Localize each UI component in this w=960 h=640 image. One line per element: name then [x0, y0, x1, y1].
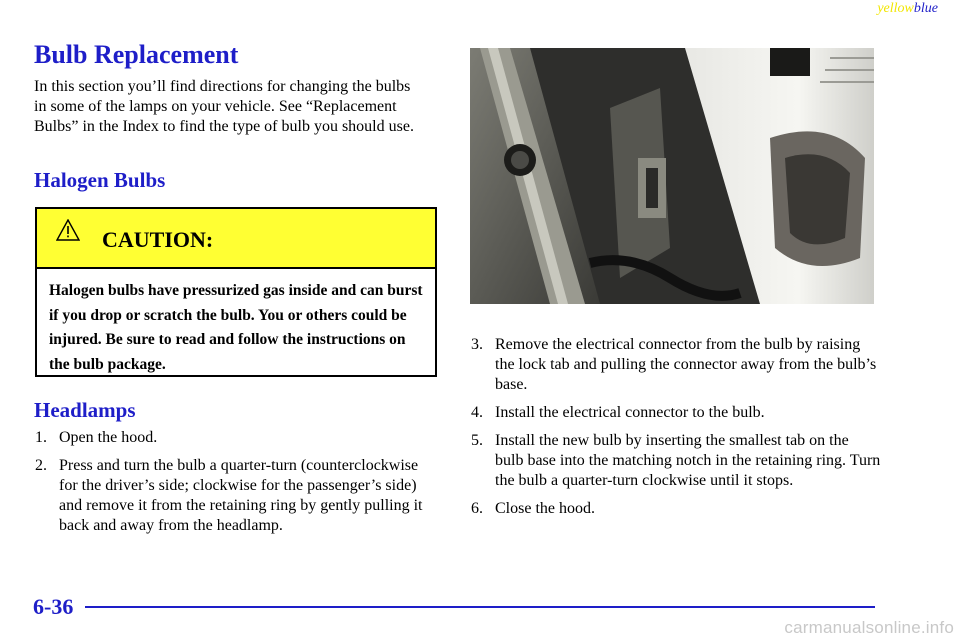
step-number: 5. — [471, 432, 483, 449]
corner-tag-blue: blue — [913, 1, 938, 16]
step-number: 6. — [471, 500, 483, 517]
list-item — [471, 431, 881, 491]
list-item — [471, 335, 881, 395]
caution-box — [35, 207, 437, 377]
step-number: 2. — [35, 457, 47, 474]
caution-text: Halogen bulbs have pressurized gas inside and can burst if you drop or scratch the bulb. You or others could be injured. Be sure to read and follow the instructions on the bulb package. — [49, 282, 423, 373]
step-number: 4. — [471, 404, 483, 421]
step-text: Press and turn the bulb a quarter-turn (counterclockwise for the driver’s side; clockwise for the passenger’s side) and remove it from the retaining ring by gently pulling it back and away from the headlamp. — [59, 457, 423, 534]
list-item — [35, 456, 440, 536]
list-item — [471, 403, 881, 423]
headlamps-heading: Headlamps — [34, 398, 136, 422]
caution-header — [37, 209, 435, 269]
steps-right-list — [471, 335, 881, 527]
corner-color-tag — [877, 1, 938, 17]
step-number: 1. — [35, 429, 47, 446]
intro-paragraph: In this section you’ll find directions for changing the bulbs in some of the lamps on your vehicle. See “Replacement Bulbs” in the Index to find the type of bulb you should use. — [34, 78, 414, 135]
headlamp-photo — [470, 48, 874, 304]
headlamp-bulb-photo-image — [470, 48, 874, 304]
step-text: Open the hood. — [59, 429, 158, 446]
caution-title: CAUTION: — [102, 227, 214, 252]
step-text: Install the new bulb by inserting the smallest tab on the bulb base into the matching notch in the retaining ring. Turn the bulb a quarter-turn clockwise until it stops. — [495, 432, 881, 489]
footer-rule — [85, 606, 875, 608]
step-text: Remove the electrical connector from the bulb by raising the lock tab and pulling the connector away from the bulb’s base. — [495, 336, 877, 393]
list-item — [35, 428, 440, 448]
steps-left-list — [35, 428, 440, 544]
warning-triangle-icon — [56, 219, 80, 241]
watermark[interactable]: carmanualsonline.info — [784, 618, 954, 637]
page-number: 6-36 — [33, 594, 74, 619]
step-text: Close the hood. — [495, 500, 595, 517]
halogen-heading: Halogen Bulbs — [34, 168, 166, 192]
section-title: Bulb Replacement — [34, 40, 239, 69]
list-item — [471, 499, 881, 519]
corner-tag-yellow: yellow — [877, 1, 914, 16]
step-text: Install the electrical connector to the bulb. — [495, 404, 765, 421]
step-number: 3. — [471, 336, 483, 353]
